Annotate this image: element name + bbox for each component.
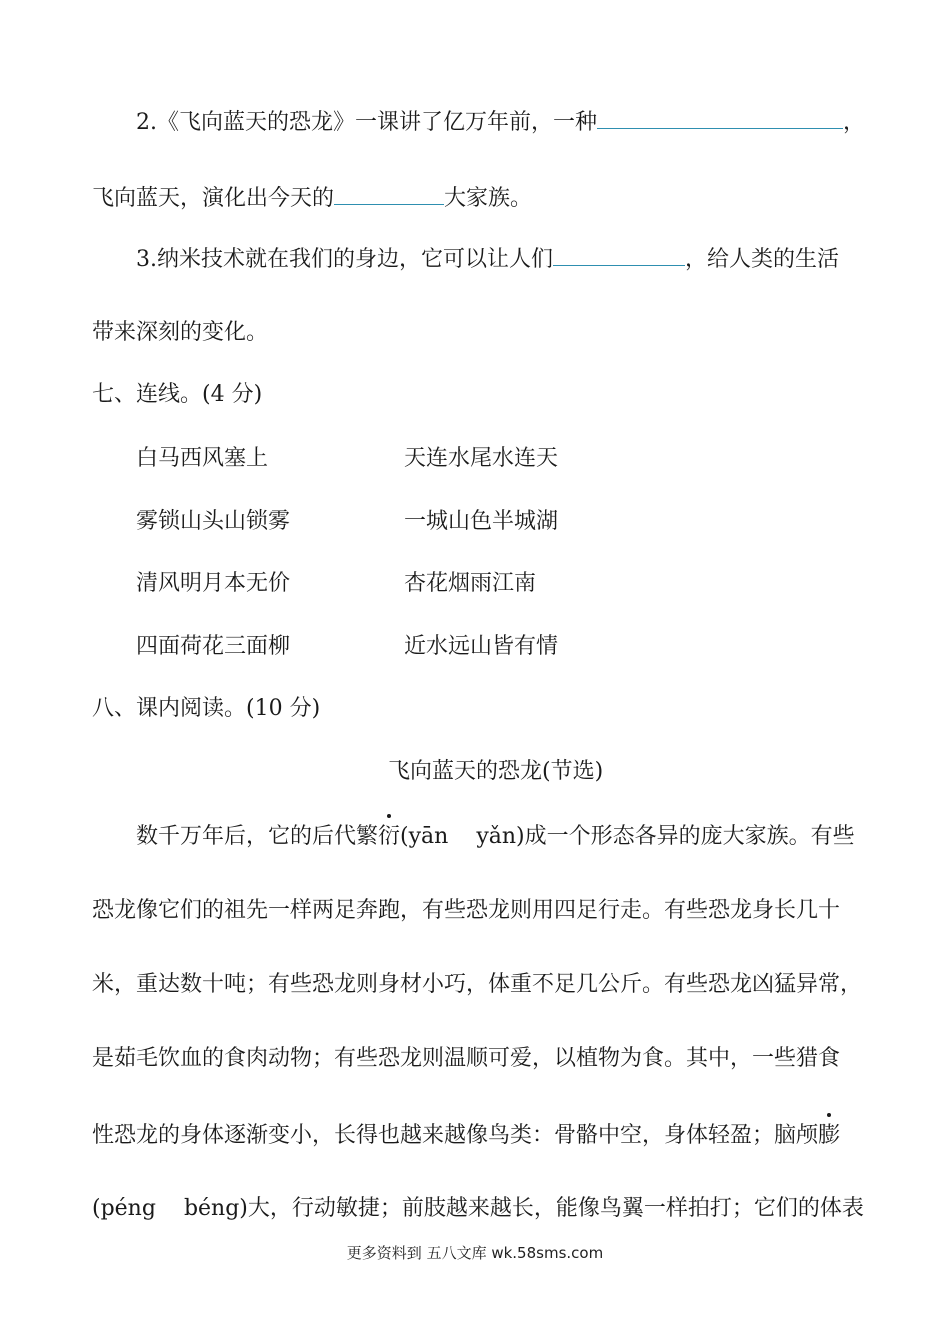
- match-right-item: 杏花烟雨江南: [404, 571, 537, 596]
- q2-line1-text: 2.《飞向蓝天的恐龙》一课讲了亿万年前，一种: [136, 110, 597, 135]
- dotted-character: 衍: [378, 822, 400, 852]
- q3-line2: 带来深刻的变化。: [92, 320, 269, 345]
- passage-line-4: 是茹毛饮血的食肉动物；有些恐龙则温顺可爱，以植物为食。其中，一些猎食: [92, 1046, 841, 1071]
- passage-line-3: 米，重达数十吨；有些恐龙则身材小巧，体重不足几公斤。有些恐龙凶猛异常，: [92, 972, 863, 997]
- passage-p6-rest: béng)大，行动敏捷；前肢越来越长，能像鸟翼一样拍打；它们的体表: [183, 1196, 864, 1221]
- match-right-item: 天连水尾水连天: [404, 446, 559, 471]
- passage-p5-text: 性恐龙的身体逐渐变小，长得也越来越像鸟类：骨骼中空，身体轻盈；脑颅: [92, 1123, 819, 1148]
- q3-line1-text: 3.纳米技术就在我们的身边，它可以让人们: [136, 247, 553, 272]
- passage-line-2: 恐龙像它们的祖先一样两足奔跑，有些恐龙则用四足行走。有些恐龙身长几十: [92, 898, 841, 923]
- section7-heading: 七、连线。(4 分): [92, 382, 263, 407]
- footer-link-text[interactable]: 更多资料到 五八文库 wk.58sms.com: [346, 1244, 604, 1262]
- q3-blank[interactable]: [553, 243, 685, 266]
- match-left-item: 雾锁山头山锁雾: [136, 509, 291, 534]
- q2-line2-end: 大家族。: [444, 186, 533, 211]
- pinyin-option-2: (péng: [92, 1196, 156, 1221]
- match-left-item: 白马西风塞上: [136, 446, 269, 471]
- match-left-item: 清风明月本无价: [136, 571, 291, 596]
- match-right-item: 一城山色半城湖: [404, 509, 559, 534]
- dotted-character: 膨: [818, 1121, 840, 1151]
- pinyin-option-1: (yān: [400, 824, 449, 849]
- passage-title: 飞向蓝天的恐龙(节选): [388, 759, 604, 784]
- passage-line-5: [92, 1121, 840, 1151]
- match-right-item: 近水远山皆有情: [404, 634, 559, 659]
- q2-blank-1[interactable]: [597, 106, 843, 129]
- section8-heading: 八、课内阅读。(10 分): [92, 696, 321, 721]
- match-left-item: 四面荷花三面柳: [136, 634, 291, 659]
- q2-line2: [92, 182, 532, 214]
- q2-blank-2[interactable]: [334, 182, 444, 205]
- passage-line-6: [92, 1194, 864, 1224]
- q2-line1-end: ，: [843, 110, 866, 135]
- q3-line1-end: ，给人类的生活: [685, 247, 840, 272]
- q2-line2-start: 飞向蓝天，演化出今天的: [92, 186, 335, 211]
- passage-line-1: [136, 822, 855, 852]
- passage-p1-text: 数千万年后，它的后代繁: [136, 824, 379, 849]
- q3-line1: [136, 243, 839, 275]
- passage-p1-rest: yǎn)成一个形态各异的庞大家族。有些: [476, 824, 855, 849]
- q2-line1: [136, 106, 865, 138]
